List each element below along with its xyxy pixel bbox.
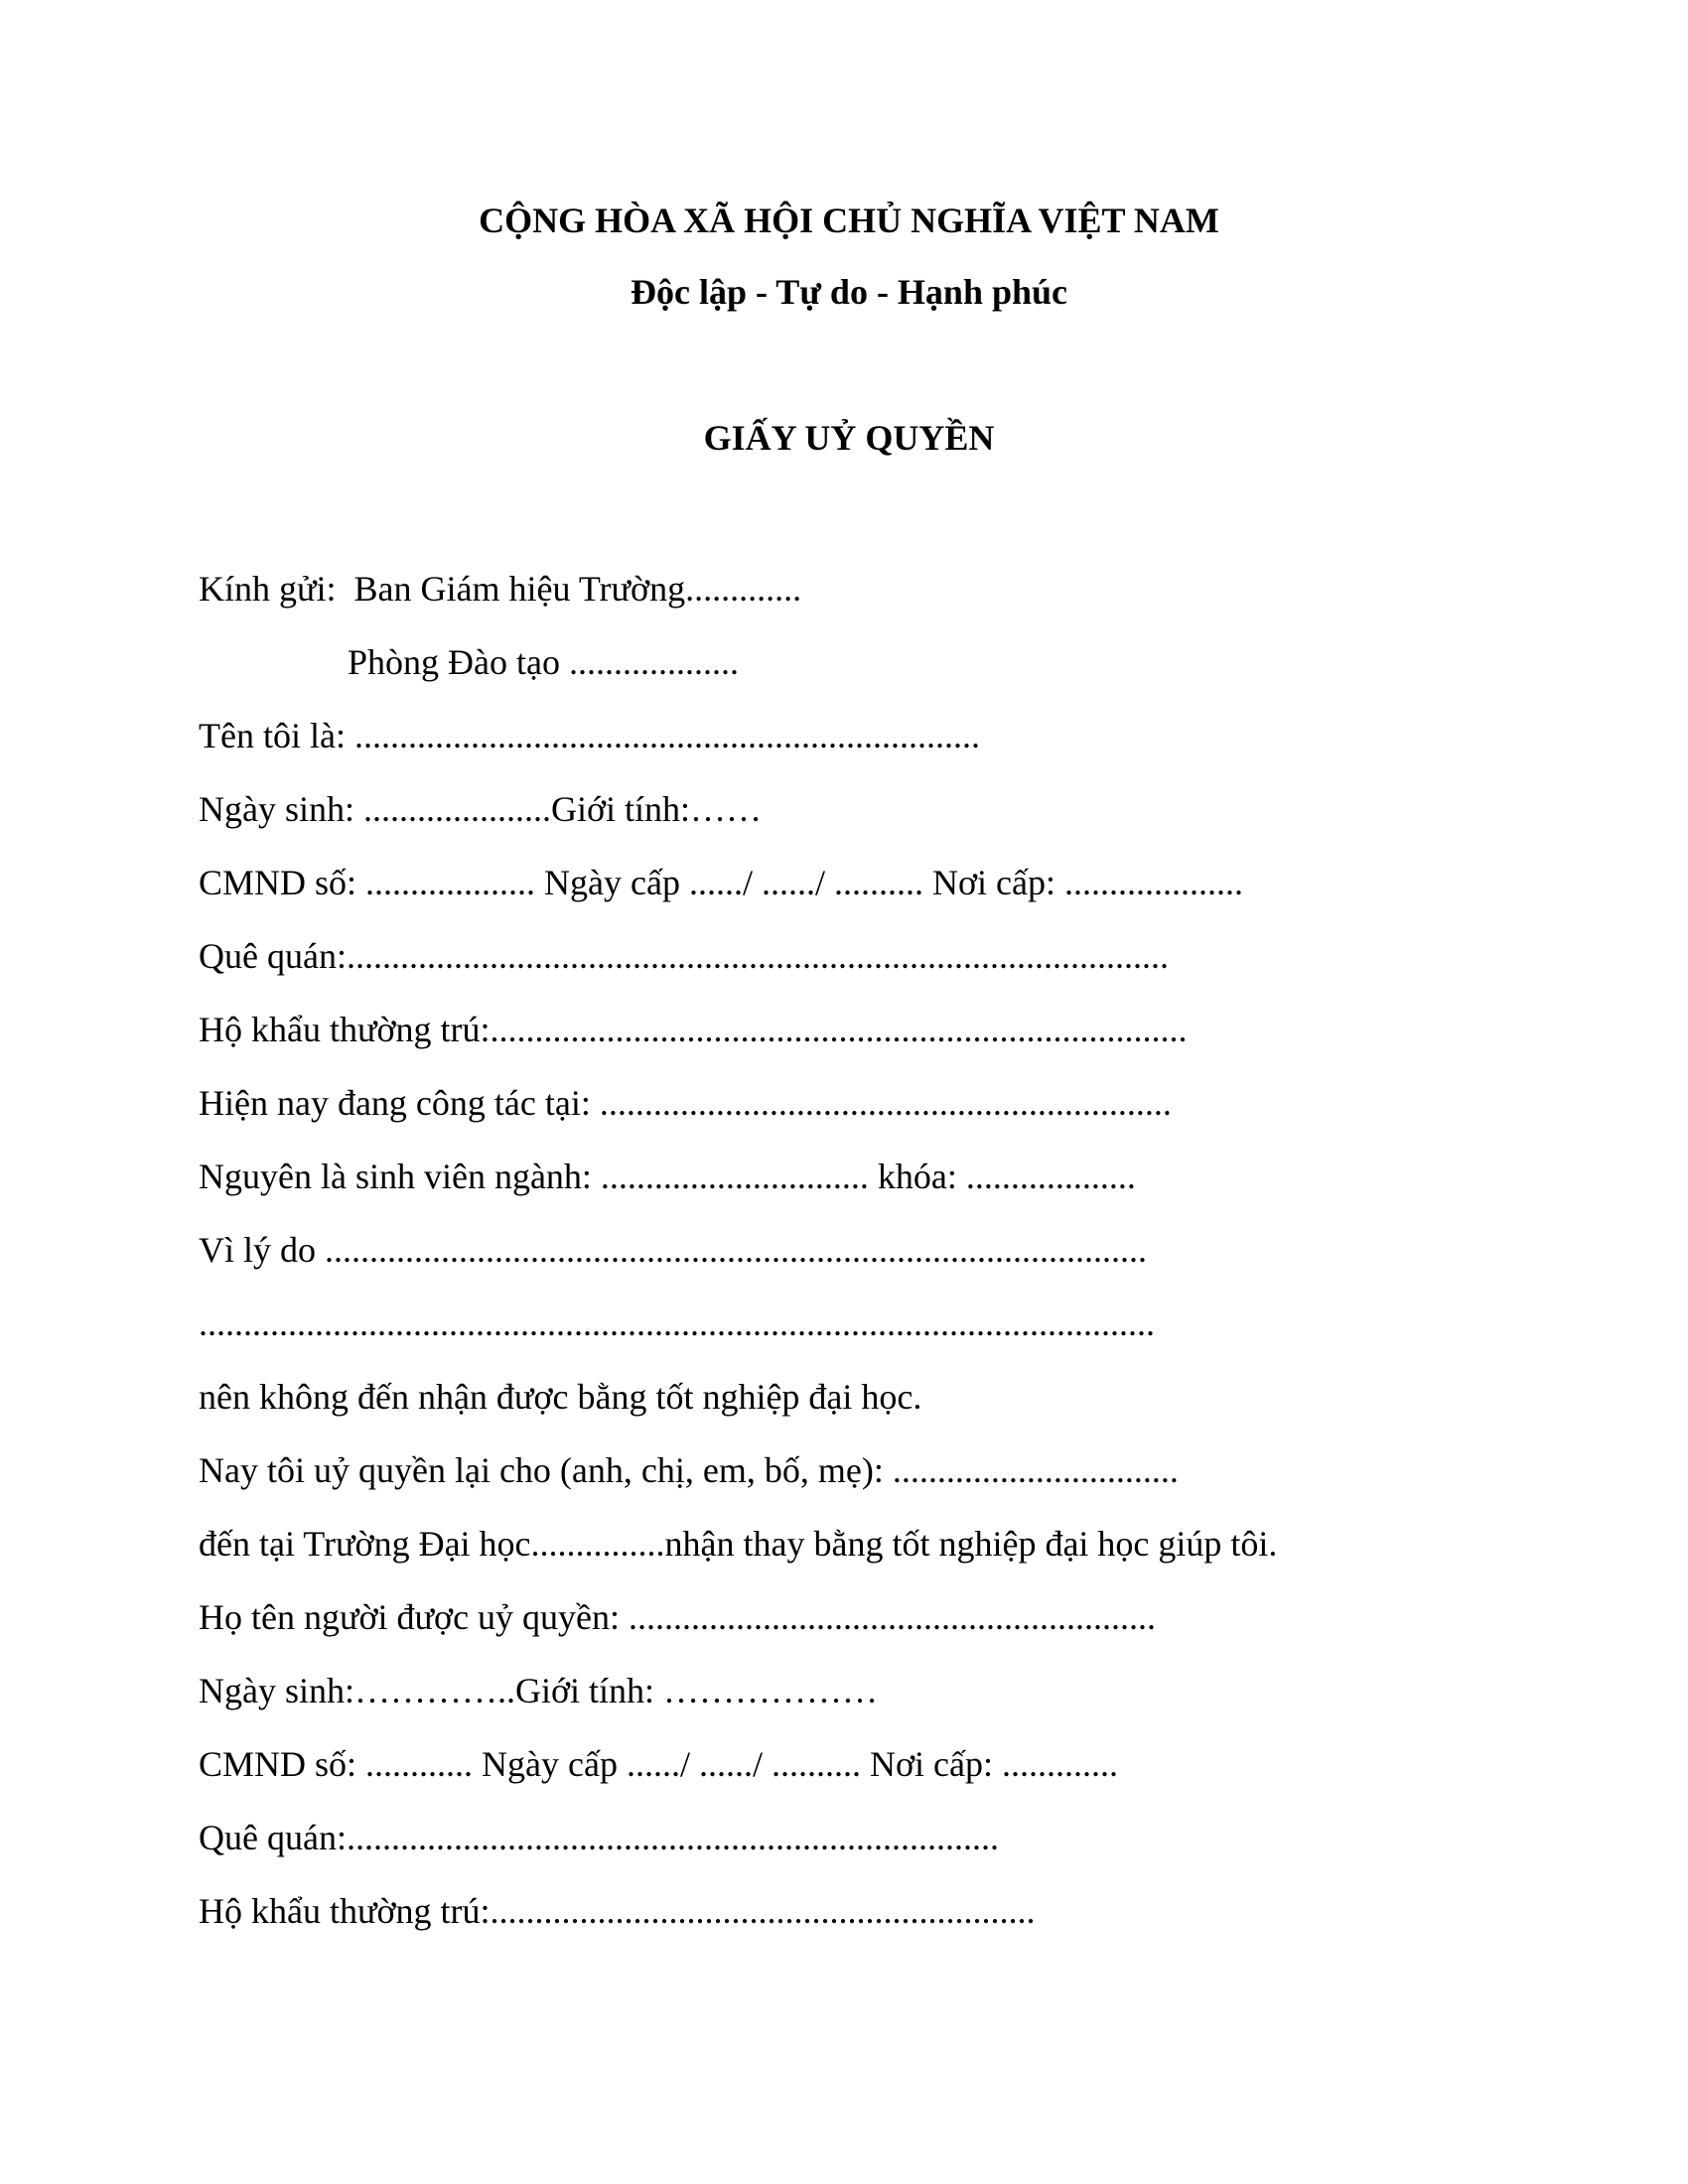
workplace-line: Hiện nay đang công tác tại: ................................................................ bbox=[199, 1083, 1172, 1123]
dob-gender-line: Ngày sinh: .....................Giới tính:…… bbox=[199, 789, 763, 829]
university-line: đến tại Trường Đại học...............nhận thay bằng tốt nghiệp đại học giúp tôi. bbox=[199, 1524, 1278, 1564]
authorization-line: Nay tôi uỷ quyền lại cho (anh, chị, em, bố, mẹ): ................................ bbox=[199, 1450, 1179, 1490]
id-card-line: CMND số: ................... Ngày cấp ....../ ....../ .......... Nơi cấp: .................... bbox=[199, 863, 1243, 902]
permanent-residence-line: Hộ khẩu thường trú:.............................................................................. bbox=[199, 1010, 1188, 1049]
form-body bbox=[199, 552, 1589, 1948]
document-title: GIẤY UỶ QUYỀN bbox=[703, 418, 995, 458]
national-motto: Độc lập - Tự do - Hạnh phúc bbox=[630, 272, 1068, 312]
training-department-line: Phòng Đào tạo ................... bbox=[348, 642, 739, 682]
recipient-line: Kính gửi: Ban Giám hiệu Trường............. bbox=[199, 569, 802, 609]
authorized-hometown-line: Quê quán:......................................................................... bbox=[199, 1818, 999, 1857]
reason-continued-line: ........................................................................................................... bbox=[199, 1303, 1155, 1343]
statement-line: nên không đến nhận được bằng tốt nghiệp đại học. bbox=[199, 1377, 922, 1417]
national-header-title: CỘNG HÒA XÃ HỘI CHỦ NGHĨA VIỆT NAM bbox=[479, 201, 1219, 240]
authorized-person-name-line: Họ tên người được uỷ quyền: ........................................................... bbox=[199, 1597, 1157, 1637]
major-cohort-line: Nguyên là sinh viên ngành: .............................. khóa: ................... bbox=[199, 1157, 1136, 1196]
hometown-line: Quê quán:............................................................................................ bbox=[199, 936, 1169, 976]
authorized-residence-line: Hộ khẩu thường trú:............................................................. bbox=[199, 1891, 1036, 1931]
full-name-line: Tên tôi là: ...................................................................... bbox=[199, 716, 980, 755]
reason-line: Vì lý do ............................................................................................ bbox=[199, 1230, 1148, 1270]
authorized-id-card-line: CMND số: ............ Ngày cấp ....../ ....../ .......... Nơi cấp: ............. bbox=[199, 1744, 1118, 1784]
authorized-dob-gender-line: Ngày sinh:…………..Giới tính: ……………… bbox=[199, 1671, 879, 1710]
